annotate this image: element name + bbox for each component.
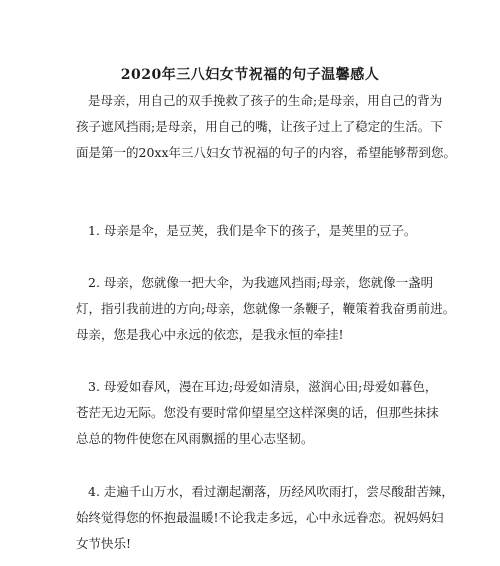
item-2-line-1: 2. 母亲，您就像一把大伞，为我遮风挡雨;母亲，您就像一盏明 — [88, 275, 434, 290]
item-3-line-2: 苍茫无边无际。您没有要时常仰望星空这样深奥的话，但那些抹抹 — [76, 405, 439, 420]
item-1-line-1: 1. 母亲是伞，是豆荚，我们是伞下的孩子，是荚里的豆子。 — [88, 223, 417, 238]
intro-line-3: 面是第一的20xx年三八妇女节祝福的句子的内容，希望能够帮到您。 — [76, 145, 457, 160]
item-2-line-2: 灯，指引我前进的方向;母亲，您就像一条鞭子，鞭策着我奋勇前进。 — [76, 301, 456, 316]
intro-line-2: 孩子遮风挡雨;是母亲，用自己的嘴，让孩子过上了稳定的生活。下 — [76, 119, 443, 134]
item-3-line-3: 总总的物件使您在风雨飘摇的里心志坚韧。 — [76, 431, 314, 446]
document-title: 2020年三八妇女节祝福的句子温馨感人 — [120, 67, 380, 83]
item-4-line-1: 4. 走遍千山万水，看过潮起潮落，历经风吹雨打，尝尽酸甜苦辣， — [88, 484, 454, 499]
item-2-line-3: 母亲，您是我心中永远的依恋，是我永恒的牵挂! — [76, 327, 344, 342]
item-4-line-3: 女节快乐! — [76, 536, 132, 551]
intro-line-1: 是母亲，用自己的双手挽救了孩子的生命;是母亲，用自己的背为 — [88, 93, 443, 108]
item-3-line-1: 3. 母爱如春风，漫在耳边;母爱如清泉，滋润心田;母爱如暮色， — [88, 379, 438, 394]
item-4-line-2: 始终觉得您的怀抱最温暖!不论我走多远，心中永远眷恋。祝妈妈妇 — [76, 510, 444, 525]
